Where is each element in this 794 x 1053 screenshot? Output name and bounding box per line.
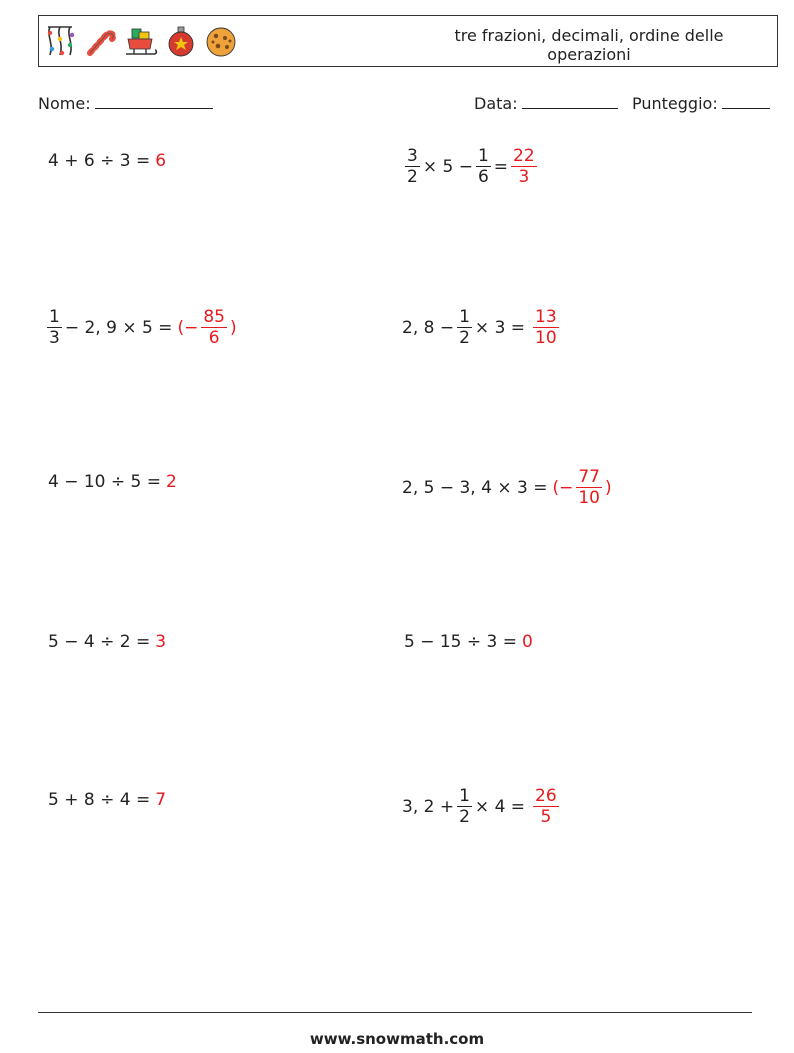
problem-expression: 4 + 6 ÷ 3 = <box>48 151 151 171</box>
score-field[interactable] <box>632 94 770 113</box>
problem-expression: × 5 − <box>422 156 473 177</box>
problem-expression: 2, 5 − 3, 4 × 3 = <box>402 477 548 498</box>
problem-answer: 7 <box>155 790 167 810</box>
problem-answer: (− $\frac{77}{10}$ ) <box>552 467 612 508</box>
fraction: $\frac{3}{2}$ <box>407 146 418 187</box>
problem-answer: 3 <box>155 632 167 652</box>
ornament-icon <box>164 23 198 59</box>
date-line[interactable] <box>522 94 618 109</box>
name-line[interactable] <box>95 94 213 109</box>
problem-answer: 0 <box>522 632 533 652</box>
problem-10 <box>402 786 562 827</box>
lights-icon <box>44 23 78 59</box>
problem-9 <box>48 790 166 810</box>
header-box <box>38 15 778 67</box>
problem-6 <box>402 467 612 508</box>
problem-answer: $\frac{22}{3}$ <box>513 146 535 187</box>
footer-url[interactable]: www.snowmath.com <box>309 1030 485 1048</box>
problem-1 <box>48 151 166 171</box>
fraction: $\frac{1}{3}$ <box>49 307 60 348</box>
problem-expression: 5 − 4 ÷ 2 = <box>48 632 151 652</box>
problem-7 <box>48 632 166 652</box>
problem-expression: × 4 = <box>474 796 526 817</box>
name-label: Nome: <box>38 94 91 113</box>
fraction: $\frac{1}{2}$ <box>459 786 470 827</box>
icon-row <box>44 23 238 59</box>
name-field[interactable] <box>38 94 213 113</box>
problem-answer: $\frac{13}{10}$ <box>535 307 557 348</box>
problem-answer: $\frac{26}{5}$ <box>535 786 557 827</box>
date-field[interactable] <box>474 94 618 113</box>
problem-expression: 4 − 10 ÷ 5 = <box>48 472 162 492</box>
problem-expression: × 3 = <box>474 317 526 338</box>
date-label: Data: <box>474 94 518 113</box>
footer-divider <box>38 1012 752 1013</box>
problem-expression: − 2, 9 × 5 = <box>64 317 173 338</box>
problem-4 <box>402 307 562 348</box>
problem-answer: 6 <box>155 151 167 171</box>
candy-cane-icon <box>84 23 118 59</box>
equals-sign: = <box>493 156 509 177</box>
problem-3 <box>44 307 237 348</box>
cookie-icon <box>204 23 238 59</box>
problem-2 <box>402 146 540 187</box>
problem-8 <box>404 632 533 652</box>
score-label: Punteggio: <box>632 94 718 113</box>
problem-expression: 3, 2 + <box>402 796 455 817</box>
worksheet-title: tre frazioni, decimali, ordine delle operazioni <box>454 26 724 64</box>
problem-expression: 5 − 15 ÷ 3 = <box>404 632 518 652</box>
problem-expression: 2, 8 − <box>402 317 455 338</box>
problem-answer: 2 <box>166 472 177 492</box>
problem-expression: 5 + 8 ÷ 4 = <box>48 790 151 810</box>
fraction: $\frac{1}{6}$ <box>477 146 489 187</box>
fraction: $\frac{1}{2}$ <box>459 307 470 348</box>
score-line[interactable] <box>722 94 770 109</box>
problem-5 <box>48 472 177 492</box>
sleigh-icon <box>124 23 158 59</box>
problem-answer: (− $\frac{85}{6}$ ) <box>177 307 237 348</box>
